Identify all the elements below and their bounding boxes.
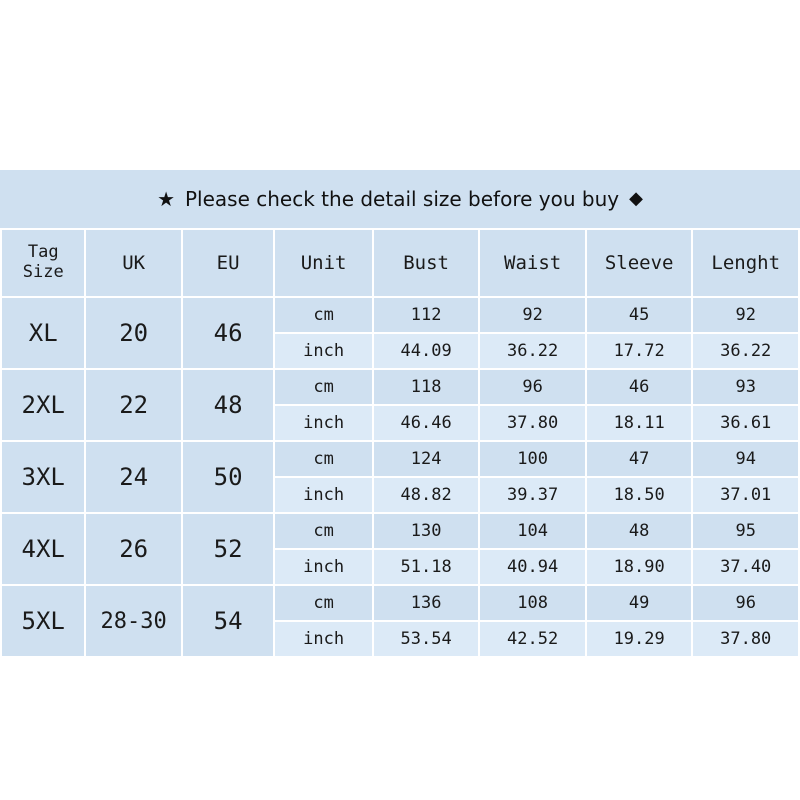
- cell-tag-size: 2XL: [1, 369, 85, 441]
- cell-length-inch: 36.61: [692, 405, 799, 441]
- cell-length-cm: 96: [692, 585, 799, 621]
- cell-waist-inch: 42.52: [479, 621, 586, 657]
- size-table: [0, 228, 800, 658]
- cell-bust-inch: 51.18: [373, 549, 480, 585]
- cell-sleeve-inch: 17.72: [586, 333, 693, 369]
- cell-uk: 22: [85, 369, 181, 441]
- cell-sleeve-inch: 18.90: [586, 549, 693, 585]
- cell-bust-cm: 124: [373, 441, 480, 477]
- cell-eu: 48: [182, 369, 274, 441]
- cell-eu: 46: [182, 297, 274, 369]
- table-row: [1, 369, 799, 405]
- cell-unit-cm: cm: [274, 513, 372, 549]
- table-row: [1, 585, 799, 621]
- cell-sleeve-cm: 48: [586, 513, 693, 549]
- cell-sleeve-cm: 46: [586, 369, 693, 405]
- cell-bust-inch: 46.46: [373, 405, 480, 441]
- header-uk: UK: [85, 229, 181, 297]
- cell-sleeve-inch: 18.11: [586, 405, 693, 441]
- cell-bust-cm: 136: [373, 585, 480, 621]
- cell-sleeve-cm: 49: [586, 585, 693, 621]
- cell-eu: 52: [182, 513, 274, 585]
- cell-unit-cm: cm: [274, 297, 372, 333]
- cell-uk: 26: [85, 513, 181, 585]
- cell-unit-inch: inch: [274, 549, 372, 585]
- cell-waist-cm: 104: [479, 513, 586, 549]
- cell-waist-cm: 96: [479, 369, 586, 405]
- header-sleeve: Sleeve: [586, 229, 693, 297]
- table-header: [1, 229, 799, 297]
- cell-waist-inch: 37.80: [479, 405, 586, 441]
- cell-sleeve-inch: 19.29: [586, 621, 693, 657]
- header-tag-size-line1: Tag: [27, 242, 59, 263]
- cell-unit-cm: cm: [274, 369, 372, 405]
- cell-unit-inch: inch: [274, 621, 372, 657]
- cell-bust-cm: 130: [373, 513, 480, 549]
- size-chart-container: [0, 170, 800, 649]
- cell-eu: 54: [182, 585, 274, 657]
- cell-sleeve-cm: 47: [586, 441, 693, 477]
- cell-waist-inch: 40.94: [479, 549, 586, 585]
- cell-uk: 28-30: [85, 585, 181, 657]
- cell-tag-size: 3XL: [1, 441, 85, 513]
- header-waist: Waist: [479, 229, 586, 297]
- table-row: [1, 441, 799, 477]
- cell-unit-cm: cm: [274, 441, 372, 477]
- cell-waist-cm: 92: [479, 297, 586, 333]
- cell-waist-cm: 108: [479, 585, 586, 621]
- cell-length-inch: 37.01: [692, 477, 799, 513]
- cell-eu: 50: [182, 441, 274, 513]
- cell-unit-inch: inch: [274, 333, 372, 369]
- header-bust: Bust: [373, 229, 480, 297]
- cell-unit-cm: cm: [274, 585, 372, 621]
- size-chart-banner: [0, 170, 800, 228]
- cell-length-cm: 93: [692, 369, 799, 405]
- cell-uk: 20: [85, 297, 181, 369]
- cell-waist-cm: 100: [479, 441, 586, 477]
- cell-bust-cm: 112: [373, 297, 480, 333]
- cell-waist-inch: 36.22: [479, 333, 586, 369]
- cell-unit-inch: inch: [274, 477, 372, 513]
- banner-text: Please check the detail size before you buy: [185, 187, 620, 211]
- cell-waist-inch: 39.37: [479, 477, 586, 513]
- cell-length-inch: 37.40: [692, 549, 799, 585]
- cell-sleeve-inch: 18.50: [586, 477, 693, 513]
- header-eu: EU: [182, 229, 274, 297]
- cell-bust-cm: 118: [373, 369, 480, 405]
- cell-sleeve-cm: 45: [586, 297, 693, 333]
- cell-bust-inch: 48.82: [373, 477, 480, 513]
- cell-length-cm: 95: [692, 513, 799, 549]
- header-unit: Unit: [274, 229, 372, 297]
- table-row: [1, 513, 799, 549]
- cell-bust-inch: 53.54: [373, 621, 480, 657]
- cell-length-inch: 37.80: [692, 621, 799, 657]
- cell-tag-size: 5XL: [1, 585, 85, 657]
- cell-length-cm: 94: [692, 441, 799, 477]
- diamond-icon: ◆: [629, 188, 643, 209]
- cell-uk: 24: [85, 441, 181, 513]
- cell-tag-size: 4XL: [1, 513, 85, 585]
- table-row: [1, 297, 799, 333]
- header-tag-size-line2: Size: [22, 262, 64, 282]
- table-header-row: [1, 229, 799, 297]
- cell-unit-inch: inch: [274, 405, 372, 441]
- header-tag-size: [1, 229, 85, 297]
- cell-tag-size: XL: [1, 297, 85, 369]
- star-icon: ★: [157, 187, 175, 211]
- table-body: [1, 297, 799, 657]
- cell-bust-inch: 44.09: [373, 333, 480, 369]
- cell-length-cm: 92: [692, 297, 799, 333]
- cell-length-inch: 36.22: [692, 333, 799, 369]
- header-length: Lenght: [692, 229, 799, 297]
